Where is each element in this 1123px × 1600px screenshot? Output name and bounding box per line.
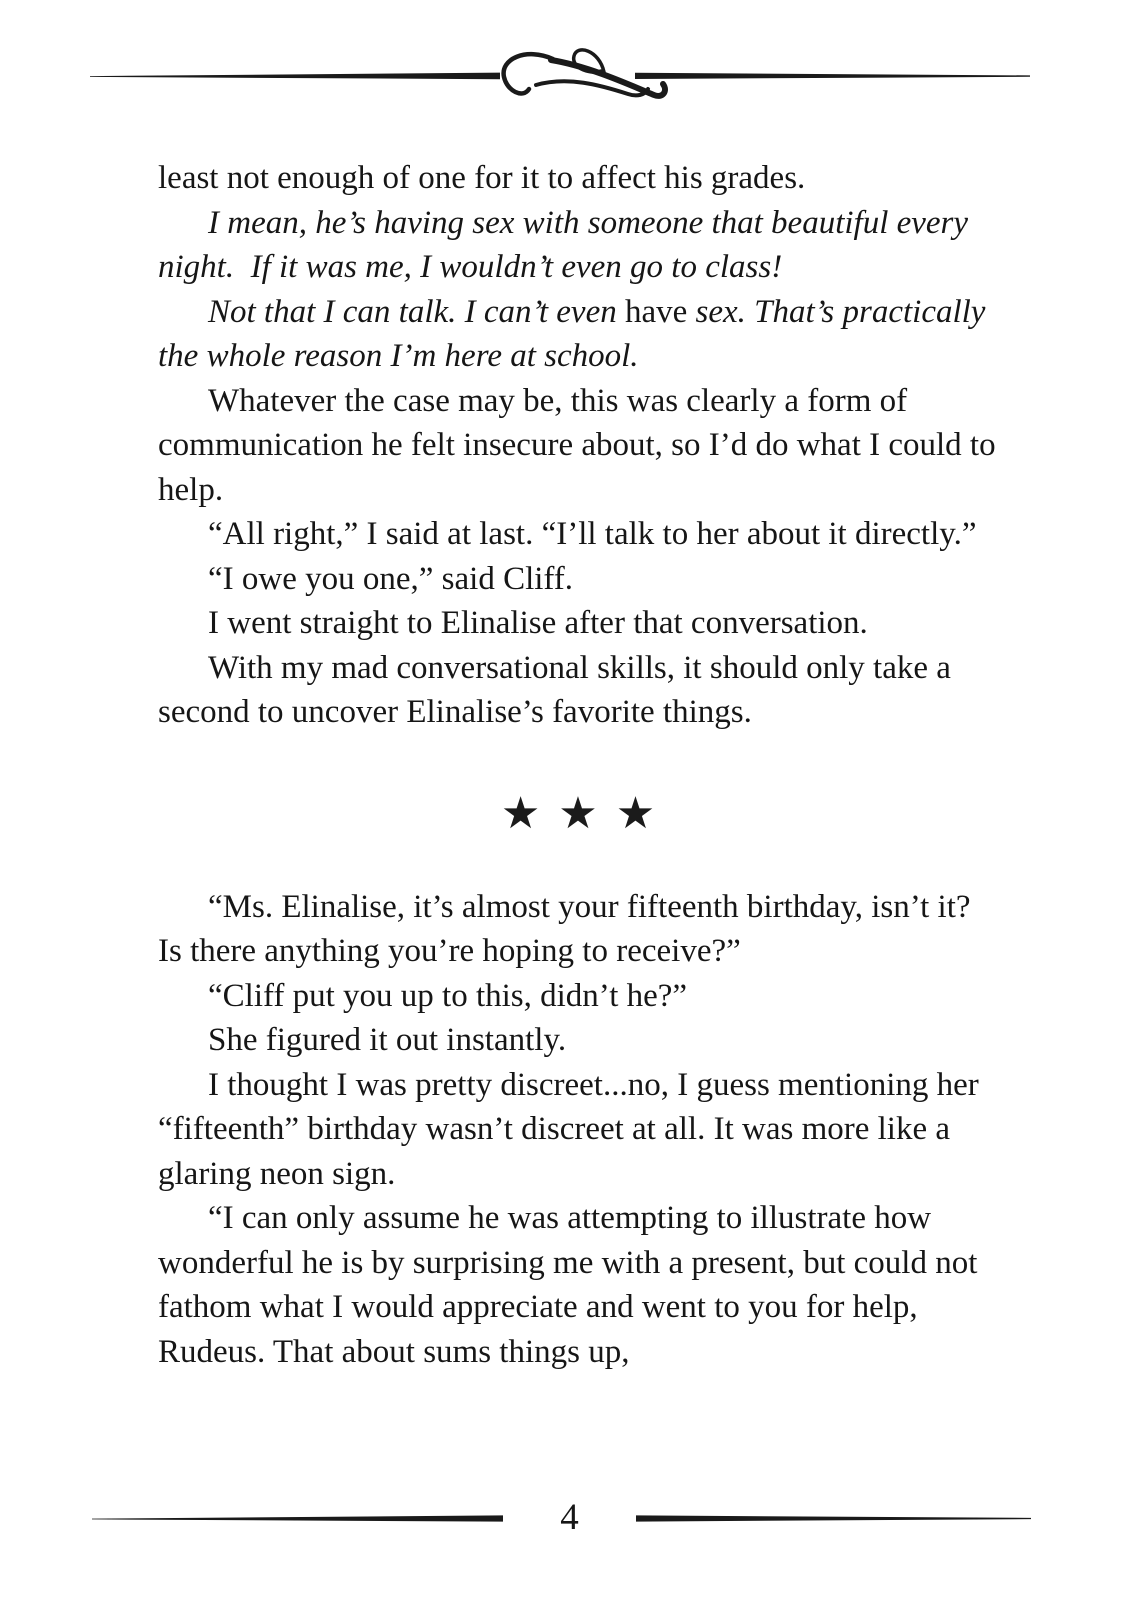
paragraph-dialogue: “I can only assume he was attempting to illustrate how wonderful he is by surprising me with a present, but could not fathom what I would appreciate and went to you for help, Rudeus. That about sums things up, bbox=[158, 1200, 978, 1370]
section-after-break bbox=[158, 885, 1000, 1375]
footer-rule-left bbox=[92, 1512, 503, 1525]
footer bbox=[92, 1491, 1031, 1545]
page-number: 4 bbox=[560, 1497, 579, 1538]
flourish-icon bbox=[478, 36, 688, 120]
paragraph-inner-monologue: I mean, he’s having sex with someone that beautiful every night. If it was me, I wouldn’t even go to class! bbox=[158, 204, 969, 285]
text-column bbox=[158, 156, 1000, 1374]
paragraph-dialogue: “Ms. Elinalise, it’s almost your fifteenth birthday, isn’t it? Is there anything you’re hoping to receive?” bbox=[158, 888, 971, 969]
paragraph: Whatever the case may be, this was clearly a form of communication he felt insecure about, so I’d do what I could to help. bbox=[158, 382, 996, 508]
paragraph: She figured it out instantly. bbox=[208, 1022, 567, 1058]
footer-rule-right bbox=[636, 1512, 1031, 1525]
paragraph-dialogue: “I owe you one,” said Cliff. bbox=[208, 560, 574, 597]
paragraph-dialogue: “All right,” I said at last. “I’ll talk to her about it directly.” bbox=[208, 516, 977, 552]
italic-segment: sex. That’s practically the whole reason I’m here at school. bbox=[158, 293, 986, 374]
paragraph-inner-monologue bbox=[158, 290, 1000, 379]
paragraph-dialogue: “Cliff put you up to this, didn’t he?” bbox=[208, 977, 688, 1014]
paragraph: With my mad conversational skills, it should only take a second to uncover Elinalise’s favorite things. bbox=[158, 649, 951, 730]
scene-break-stars: ★ ★ ★ bbox=[500, 787, 658, 839]
paragraph: I thought I was pretty discreet...no, I guess mentioning her “fifteenth” birthday wasn’t discreet at all. It was more like a glaring neon sign. bbox=[158, 1066, 979, 1192]
roman-emphasis-segment: have bbox=[624, 293, 688, 330]
paragraph: I went straight to Elinalise after that conversation. bbox=[208, 605, 868, 641]
italic-segment: Not that I can talk. I can’t even bbox=[208, 293, 625, 330]
paragraph-continuation: least not enough of one for it to affect his grades. bbox=[158, 160, 806, 196]
